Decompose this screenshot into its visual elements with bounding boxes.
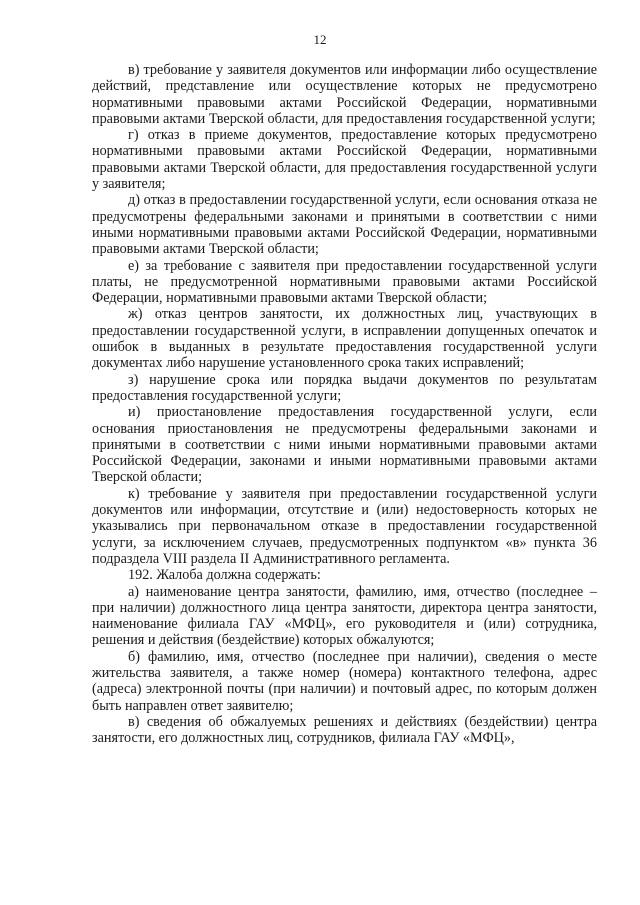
page-number: 12 <box>313 32 327 47</box>
paragraph-192-a: а) наименование центра занятости, фамилию, имя, отчество (последнее – при наличии) должностного лица центра занятости, директора центра занятости, наименование филиала ГАУ «МФЦ», его руководителя и (или) сотрудника, решения и действия (бездействие) которых обжалуются; <box>92 583 597 649</box>
paragraph-192-v: в) сведения об обжалуемых решениях и действиях (бездействии) центра занятости, его должностных лиц, сотрудников, филиала ГАУ «МФЦ», <box>92 713 597 747</box>
section-192-heading: 192. Жалоба должна содержать: <box>128 567 321 584</box>
paragraph-192-b: б) фамилию, имя, отчество (последнее при наличии), сведения о месте жительства заявителя, а также номер (номера) контактного телефона, адрес (адреса) электронной почты (при наличии) и почтовый адрес, по которым должен быть направлен ответ заявителю; <box>92 648 597 714</box>
paragraph-i: и) приостановление предоставления государственной услуги, если основания приостановления не предусмотрены федеральными законами и принятыми в соответствии с ними иными нормативными правовыми актами Российской Федерации, законами и иными нормативными правовыми актами Тверской области; <box>92 404 597 486</box>
paragraph-v: в) требование у заявителя документов или информации либо осуществление действий, представление или осуществление которых не предусмотрено нормативными правовыми актами Российской Федерации, нормативными правовыми актами Тверской области, для предоставления государственной услуги; <box>92 62 597 127</box>
paragraph-d: д) отказ в предоставлении государственной услуги, если основания отказа не предусмотрены федеральными законами и принятыми в соответствии с ними иными нормативными правовыми актами Российской Федерации, нормативными правовыми актами Тверской области; <box>92 192 597 258</box>
paragraph-z: з) нарушение срока или порядка выдачи документов по результатам предоставления государственной услуги; <box>92 371 597 404</box>
paragraph-e: е) за требование с заявителя при предоставлении государственной услуги платы, не предусмотренной нормативными правовыми актами Российской Федерации, нормативными правовыми актами Тверской области; <box>92 257 597 307</box>
document-body <box>92 62 597 746</box>
paragraph-g: г) отказ в приеме документов, предоставление которых предусмотрено нормативными правовыми актами Российской Федерации, нормативными правовыми актами Тверской области, для предоставления государственной услуги у заявителя; <box>92 127 597 193</box>
paragraph-zh: ж) отказ центров занятости, их должностных лиц, участвующих в предоставлении государственной услуги, в исправлении допущенных опечаток и ошибок в выданных в результате предоставления государственной услуги документах либо нарушение установленного срока таких исправлений; <box>92 306 597 372</box>
paragraph-k: к) требование у заявителя при предоставлении государственной услуги документов или информации, отсутствие и (или) недостоверность которых не указывались при первоначальном отказе в предоставлении государственной услуги, за исключением случаев, предусмотренных подпунктом «в» пункта 36 подраздела VIII раздела II Административного регламента. <box>92 485 597 567</box>
